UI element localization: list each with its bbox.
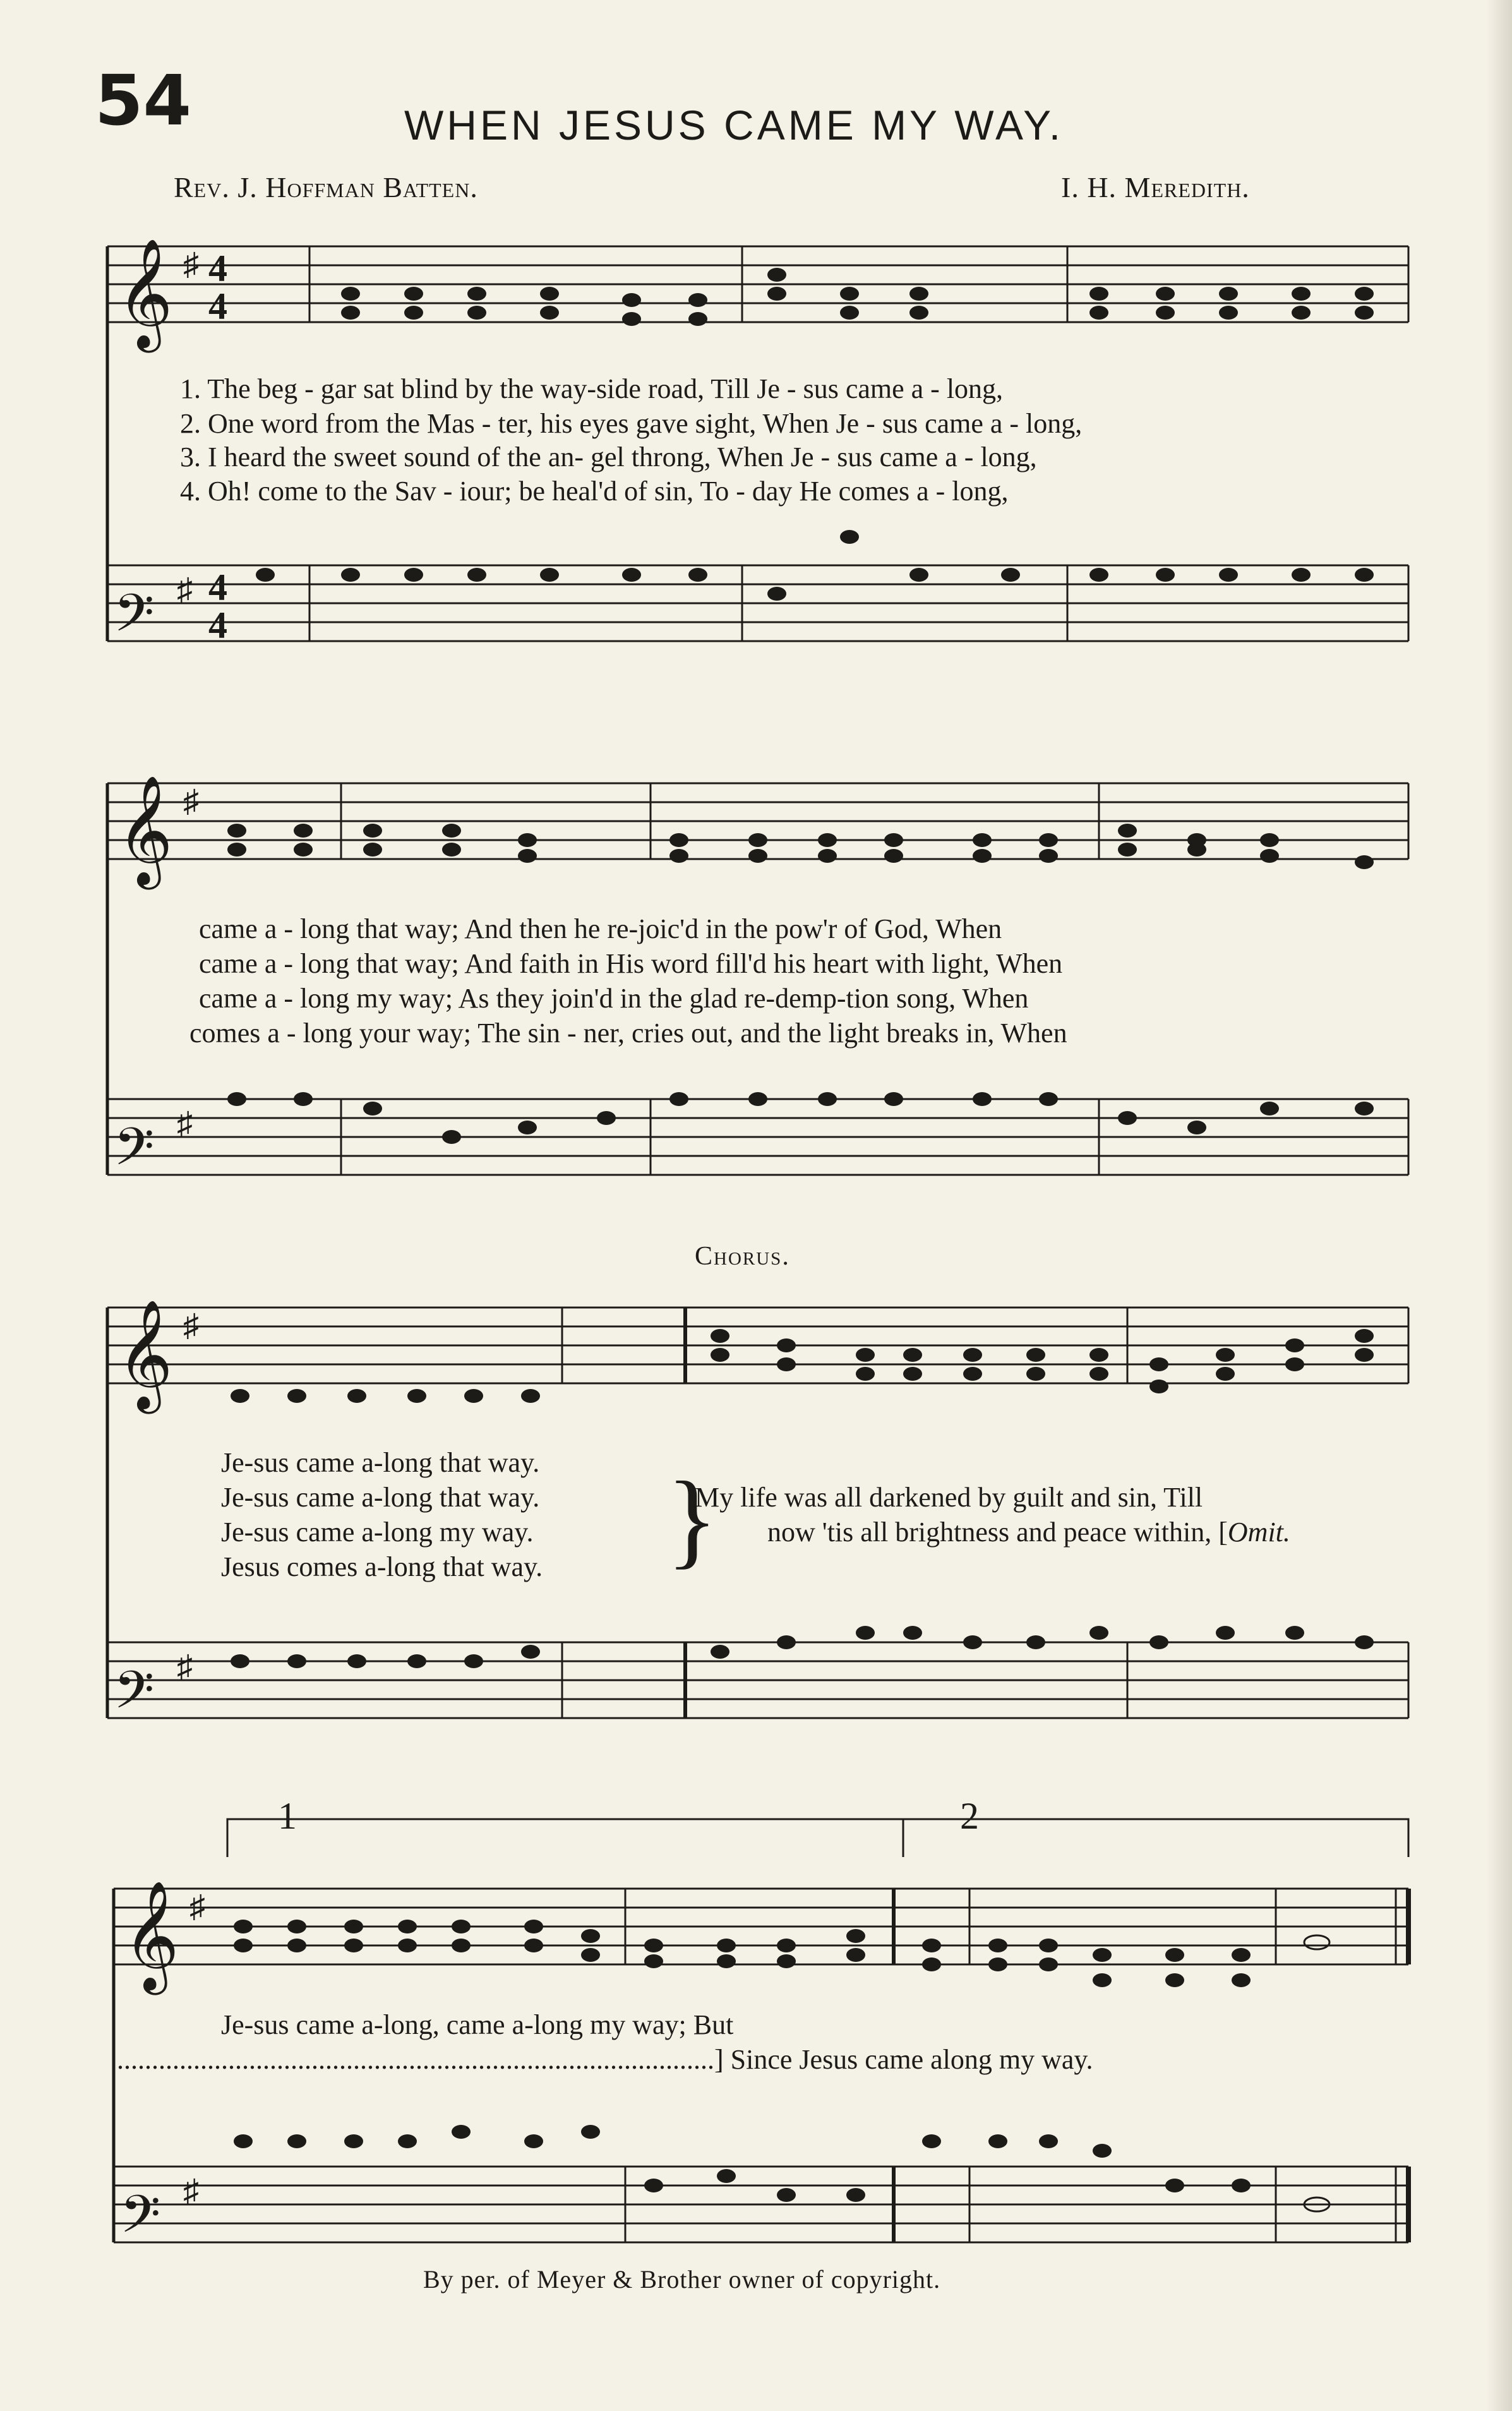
svg-text:𝄢: 𝄢 — [120, 2186, 161, 2255]
verse-line-4b: comes a - long your way; The sin - ner, cries out, and the light breaks in, When — [189, 1018, 1067, 1049]
verse-line-1a: 1. The beg - gar sat blind by the way-side road, Till Je - sus came a - long, — [180, 373, 1004, 404]
verse-line-2a: 2. One word from the Mas - ter, his eyes gave sight, When Je - sus came a - long, — [180, 408, 1083, 439]
notes-bass-4 — [234, 2125, 1329, 2211]
notes-treble-3 — [231, 1329, 1374, 1403]
svg-text:♯: ♯ — [177, 1649, 193, 1684]
svg-text:♯: ♯ — [183, 246, 199, 282]
notes-treble-1 — [341, 268, 1374, 326]
svg-text:𝄞: 𝄞 — [117, 1302, 173, 1407]
svg-text:♯: ♯ — [183, 1308, 199, 1343]
time-sig-bottom: 4 — [208, 286, 227, 327]
notes-treble-4 — [234, 1920, 1329, 1987]
ending-2-label: 2 — [960, 1800, 979, 1837]
svg-text:𝄢: 𝄢 — [114, 1662, 155, 1724]
chorus-ending-4: Jesus comes a-long that way. — [221, 1551, 543, 1582]
svg-text:♯: ♯ — [183, 783, 199, 819]
chorus-ending-1: Je-sus came a-long that way. — [221, 1447, 540, 1478]
svg-text:𝄢: 𝄢 — [114, 1119, 155, 1189]
verse-line-4a: 4. Oh! come to the Sav - iour; be heal'd of sin, To - day He comes a - long, — [180, 476, 1009, 507]
chorus-line-1: My life was all darkened by guilt and sin, Till — [695, 1482, 1203, 1513]
copyright-notice: By per. of Meyer & Brother owner of copyright. — [423, 2265, 941, 2294]
svg-text:𝄞: 𝄞 — [123, 1884, 179, 1988]
composer-credit: I. H. Meredith. — [1061, 171, 1250, 203]
chorus-label: Chorus. — [695, 1242, 790, 1271]
time-sig-top: 4 — [208, 248, 227, 289]
ending-1-label: 1 — [278, 1800, 297, 1837]
svg-text:𝄞: 𝄞 — [117, 778, 173, 883]
svg-text:𝄞: 𝄞 — [117, 238, 173, 348]
brace-bracket: } — [666, 1460, 718, 1578]
chorus-line-2 — [767, 1516, 1290, 1548]
chorus-line-2-text: now 'tis all brightness and peace within, [ — [767, 1517, 1228, 1548]
chorus-ending-3: Je-sus came a-long my way. — [221, 1517, 534, 1548]
svg-text:4: 4 — [208, 567, 227, 608]
ending-2-lyrics — [117, 2043, 1093, 2076]
verse-line-2b: came a - long that way; And faith in His word fill'd his heart with light, When — [199, 948, 1063, 979]
ending-2-dots: ......................................................................................] — [117, 2044, 724, 2075]
page-number: 54 — [95, 60, 192, 141]
chorus-ending-2: Je-sus came a-long that way. — [221, 1482, 540, 1513]
omit-mark: Omit. — [1227, 1517, 1290, 1548]
ending-2-text: Since Jesus came along my way. — [723, 2044, 1093, 2075]
svg-text:♯: ♯ — [177, 1105, 193, 1141]
verse-line-1b: came a - long that way; And then he re-joic'd in the pow'r of God, When — [199, 913, 1002, 944]
hymn-title: WHEN JESUS CAME MY WAY. — [404, 102, 1064, 148]
svg-text:♯: ♯ — [183, 2173, 199, 2208]
verse-line-3b: came a - long my way; As they join'd in the glad re-demp-tion song, When — [199, 983, 1029, 1014]
svg-text:♯: ♯ — [189, 1889, 205, 1924]
lyricist-credit: Rev. J. Hoffman Batten. — [174, 171, 478, 203]
verse-line-3a: 3. I heard the sweet sound of the an- gel throng, When Je - sus came a - long, — [180, 442, 1037, 472]
ending-1-lyrics: Je-sus came a-long, came a-long my way; But — [221, 2009, 734, 2040]
svg-text:4: 4 — [208, 604, 227, 646]
svg-text:♯: ♯ — [177, 572, 193, 607]
svg-text:𝄢: 𝄢 — [114, 585, 155, 651]
notes-treble-2 — [227, 824, 1374, 869]
